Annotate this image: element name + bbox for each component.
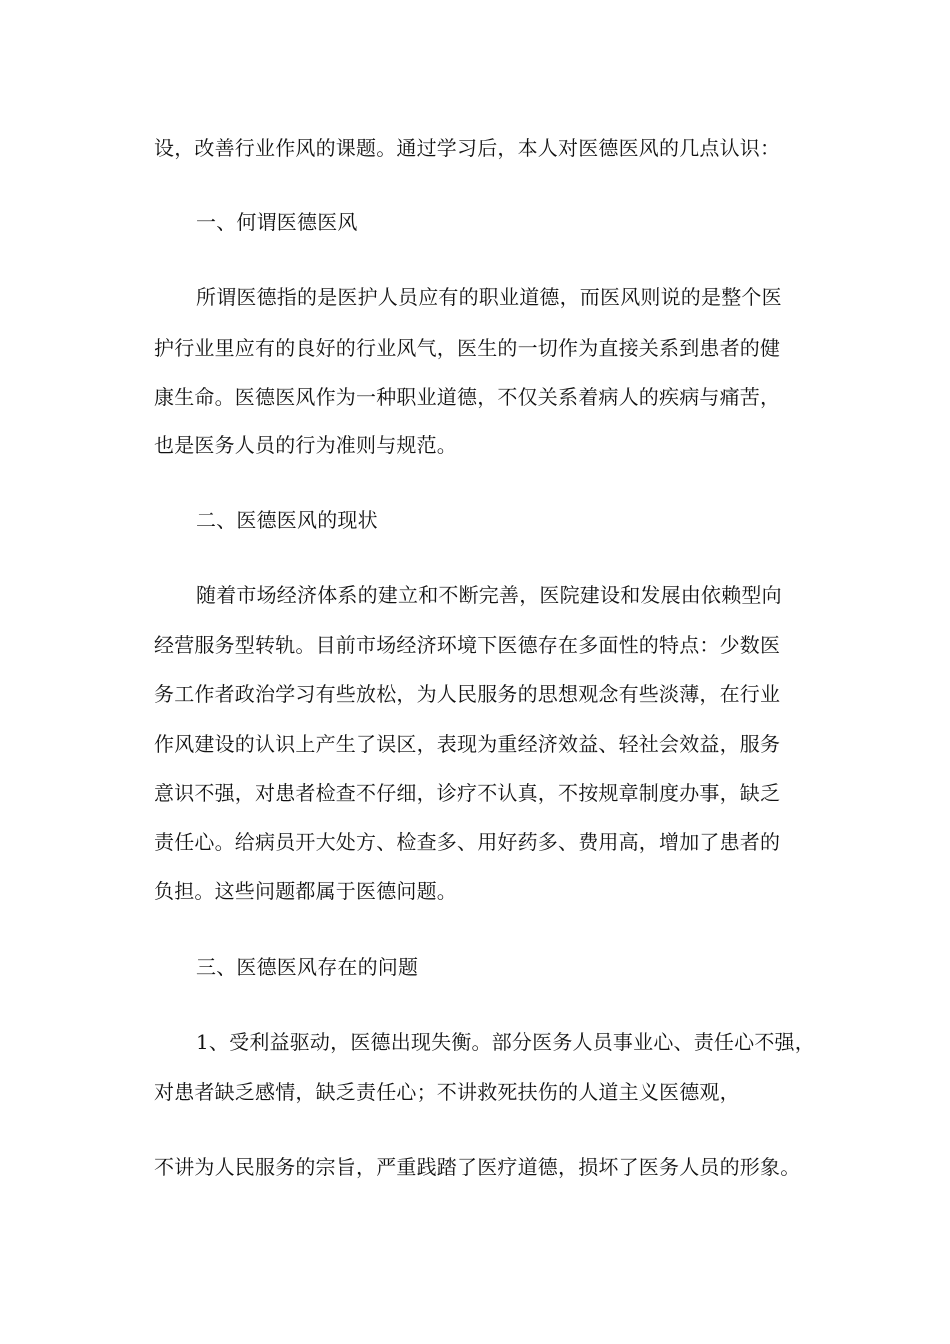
- paragraph-line: 负担。这些问题都属于医德问题。: [154, 879, 457, 903]
- paragraph-line: 不讲为人民服务的宗旨，严重践踏了医疗道德，损坏了医务人员的形象。: [154, 1155, 801, 1179]
- section-heading-2: 二、医德医风的现状: [196, 508, 378, 532]
- paragraph-line: 护行业里应有的良好的行业风气，医生的一切作为直接关系到患者的健: [154, 336, 781, 360]
- section-heading-1: 一、何谓医德医风: [196, 210, 358, 234]
- paragraph-line: 随着市场经济体系的建立和不断完善，医院建设和发展由依赖型向: [196, 583, 782, 607]
- paragraph-line: 责任心。给病员开大处方、检查多、用好药多、费用高，增加了患者的: [154, 830, 781, 854]
- paragraph-line: 对患者缺乏感情，缺乏责任心；不讲救死扶伤的人道主义医德观，: [154, 1080, 740, 1104]
- paragraph-line: 经营服务型转轨。目前市场经济环境下医德存在多面性的特点：少数医: [154, 633, 781, 657]
- paragraph-line: 1、受利益驱动，医德出现失衡。部分医务人员事业心、责任心不强，: [196, 1030, 815, 1054]
- paragraph-line: 意识不强，对患者检查不仔细，诊疗不认真，不按规章制度办事，缺乏: [154, 781, 781, 805]
- paragraph-line: 作风建设的认识上产生了误区，表现为重经济效益、轻社会效益，服务: [154, 732, 781, 756]
- paragraph-line: 设，改善行业作风的课题。通过学习后，本人对医德医风的几点认识：: [154, 136, 781, 160]
- paragraph-line: 康生命。医德医风作为一种职业道德，不仅关系着病人的疾病与痛苦，: [154, 385, 781, 409]
- paragraph-line: 所谓医德指的是医护人员应有的职业道德，而医风则说的是整个医: [196, 285, 782, 309]
- section-heading-3: 三、医德医风存在的问题: [196, 955, 419, 979]
- paragraph-line: 务工作者政治学习有些放松，为人民服务的思想观念有些淡薄，在行业: [154, 682, 781, 706]
- paragraph-line: 也是医务人员的行为准则与规范。: [154, 433, 457, 457]
